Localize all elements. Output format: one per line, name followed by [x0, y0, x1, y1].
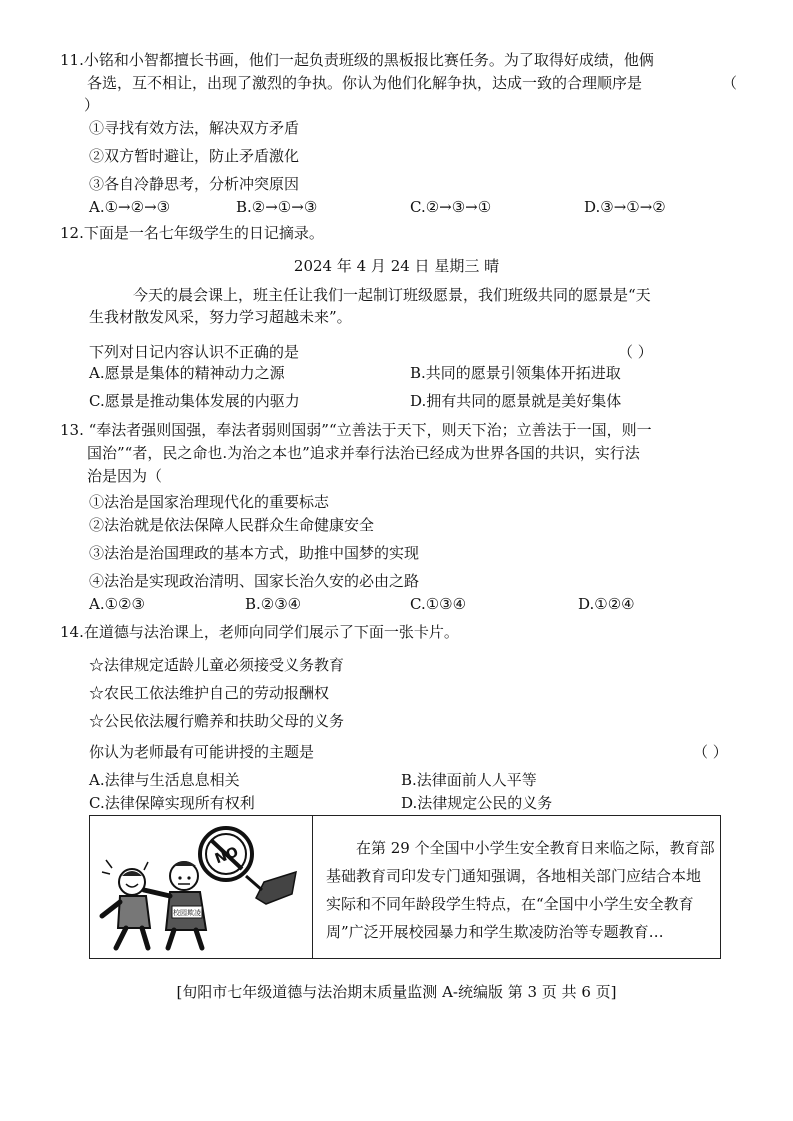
q11-item-2: ②双方暂时避让，防止矛盾激化: [89, 147, 300, 165]
q14-card-item-1: ☆法律规定适龄儿童必须接受义务教育: [89, 656, 345, 674]
q14-card-item-3: ☆公民依法履行赡养和扶助父母的义务: [89, 712, 345, 730]
bully-shirt-label: 校园欺凌: [173, 909, 201, 917]
page-footer: [旬阳市七年级道德与法治期末质量监测 A-统编版 第 3 页 共 6 页]: [176, 983, 617, 1001]
material-line-4: 周”广泛开展校园暴力和学生欺凌防治等专题教育…: [326, 923, 664, 941]
material-line-1: 在第 29 个全国中小学生安全教育日来临之际，教育部: [356, 839, 715, 857]
q11-stem-line1: 11.小铭和小智都擅长书画，他们一起负责班级的黑板报比赛任务。为了取得好成绩，他俩: [60, 51, 654, 69]
q13-item-4: ④法治是实现政治清明、国家长治久安的必由之路: [89, 572, 420, 590]
q11-option-c[interactable]: C.②→③→①: [410, 198, 492, 216]
q14-stem: 14.在道德与法治课上，老师向同学们展示了下面一张卡片。: [60, 623, 459, 641]
q14-paren: （ ）: [693, 743, 728, 761]
q13-stem-line2: 国治”“者，民之命也.为治之本也”追求并奉行法治已经成为世界各国的共识，实行法: [87, 444, 640, 462]
q14-option-a[interactable]: A.法律与生活息息相关: [89, 771, 240, 789]
bullying-cartoon-image: [96, 820, 308, 954]
q12-diary-date: 2024 年 4 月 24 日 星期三 晴: [293, 257, 500, 275]
q12-option-b[interactable]: B.共同的愿景引领集体开拓进取: [410, 364, 621, 382]
q12-diary-line1: 今天的晨会课上，班主任让我们一起制订班级愿景，我们班级共同的愿景是“天: [133, 286, 651, 304]
q13-item-3: ③法治是治国理政的基本方式，助推中国梦的实现: [89, 544, 420, 562]
q13-option-a[interactable]: A.①②③: [89, 595, 145, 613]
q13-option-d[interactable]: D.①②④: [578, 595, 635, 613]
q11-option-a[interactable]: A.①→②→③: [89, 198, 171, 216]
q12-option-c[interactable]: C.愿景是推动集体发展的内驱力: [89, 392, 300, 410]
q12-option-d[interactable]: D.拥有共同的愿景就是美好集体: [410, 392, 622, 410]
q12-option-a[interactable]: A.愿景是集体的精神动力之源: [89, 364, 285, 382]
no-sign-text: NO: [212, 844, 241, 868]
q13-item-1: ①法治是国家治理现代化的重要标志: [89, 493, 330, 511]
q12-stem: 12.下面是一名七年级学生的日记摘录。: [60, 224, 324, 242]
q11-option-b[interactable]: B.②→①→③: [236, 198, 318, 216]
q14-question: 你认为老师最有可能讲授的主题是: [89, 743, 315, 761]
q14-option-b[interactable]: B.法律面前人人平等: [401, 771, 537, 789]
q11-paren-open: （: [722, 74, 738, 92]
q11-item-1: ①寻找有效方法，解决双方矛盾: [89, 119, 300, 137]
q12-diary-line2: 生我材散发风采，努力学习超越未来”。: [89, 308, 352, 326]
material-line-2: 基础教育司印发专门通知强调，各地相关部门应结合本地: [326, 867, 702, 885]
q14-option-d[interactable]: D.法律规定公民的义务: [401, 794, 553, 812]
q12-question: 下列对日记内容认识不正确的是: [89, 343, 300, 361]
box-divider: [312, 816, 313, 958]
q14-card-item-2: ☆农民工依法维护自己的劳动报酬权: [89, 684, 330, 702]
q14-option-c[interactable]: C.法律保障实现所有权利: [89, 794, 255, 812]
q13-option-b[interactable]: B.②③④: [245, 595, 302, 613]
q13-stem-line3: 治是因为（: [87, 467, 163, 485]
q11-stem-line2: 各选，互不相让，出现了激烈的争执。你认为他们化解争执，达成一致的合理顺序是: [87, 74, 643, 92]
q13-option-c[interactable]: C.①③④: [410, 595, 467, 613]
q11-paren-close: ）: [84, 96, 100, 114]
q11-option-d[interactable]: D.③→①→②: [584, 198, 666, 216]
material-box: [89, 815, 721, 959]
material-line-3: 实际和不同年龄段学生特点，在“全国中小学生安全教育: [326, 895, 694, 913]
q12-paren: （ ）: [618, 343, 653, 361]
q11-item-3: ③各自冷静思考，分析冲突原因: [89, 175, 300, 193]
q13-item-2: ②法治就是依法保障人民群众生命健康安全: [89, 516, 375, 534]
q13-stem-line1: 13. “奉法者强则国强，奉法者弱则国弱”“立善法于天下，则天下治；立善法于一国，则一: [60, 421, 652, 439]
